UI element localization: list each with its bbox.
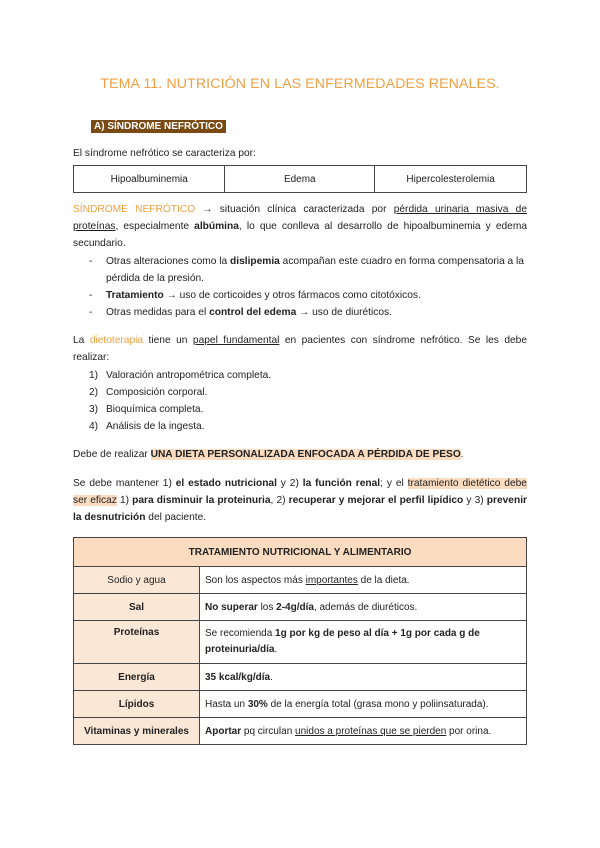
item-number: 1)	[89, 370, 99, 381]
text: → uso de diuréticos.	[296, 307, 392, 318]
text: Análisis de la ingesta.	[106, 421, 205, 432]
personalized-diet-text	[73, 446, 527, 463]
row-value	[200, 691, 527, 718]
text: Otras alteraciones como la	[106, 256, 231, 267]
page-title: TEMA 11. NUTRICIÓN EN LAS ENFERMEDADES RENALES.	[100, 76, 500, 92]
text: acompañan este cuadro en forma compensatoria a la pérdida de la presión.	[106, 256, 524, 284]
text: Bioquímica completa.	[106, 404, 204, 415]
text: de la dieta.	[357, 574, 410, 586]
row-label: Sal	[74, 594, 200, 621]
item-number: 2)	[89, 387, 99, 398]
text: Debe de realizar	[73, 449, 151, 460]
item-number: 4)	[89, 421, 99, 432]
table-row	[74, 567, 527, 594]
text: .	[274, 644, 278, 655]
bold-text: la función renal	[302, 478, 381, 489]
diet-paragraph	[73, 332, 527, 366]
bold-text: el estado nutricional	[175, 478, 277, 489]
row-value	[200, 594, 527, 621]
features-table	[73, 165, 527, 193]
row-label: Proteínas	[74, 621, 200, 664]
text: de la energía total (grasa mono y poliinsaturada).	[267, 698, 489, 710]
bold-text: 1g por kg de peso al día + 1g por cada g de proteinuria/día	[205, 628, 480, 655]
text: , 2)	[270, 495, 289, 506]
text: en pacientes con síndrome nefrótico. Se les debe realizar:	[73, 335, 528, 363]
text: .	[460, 449, 464, 460]
bold-text: dislipemia	[230, 256, 280, 267]
term: dietoterapia	[89, 335, 144, 346]
feature-cell: Edema	[225, 166, 375, 193]
table-header: TRATAMIENTO NUTRICIONAL Y ALIMENTARIO	[74, 538, 527, 567]
item-number: 3)	[89, 404, 99, 415]
list-item	[73, 401, 527, 418]
bold-text: 35 kcal/kg/día	[205, 671, 271, 683]
row-label: Lípidos	[74, 691, 200, 718]
text: Hasta un	[205, 698, 248, 710]
text: pq circulan	[241, 725, 296, 737]
bold-text: Tratamiento	[106, 290, 164, 301]
highlighted-text: tratamiento dietético debe ser eficaz	[73, 478, 527, 506]
bold-text: control del edema	[209, 307, 297, 318]
table-row	[74, 691, 527, 718]
text: → situación clínica caracterizada por	[195, 204, 394, 215]
text: y 2)	[276, 478, 303, 489]
text: los	[257, 601, 277, 613]
text: , lo que conlleva al desarrollo de hipoalbuminemia y edema secundario.	[73, 221, 527, 249]
bold-text: recuperar y mejorar el perfil lipídico	[288, 495, 464, 506]
text: del paciente.	[145, 512, 207, 523]
text: , además de diuréticos.	[313, 601, 418, 613]
bold-text: Aportar	[205, 725, 242, 737]
table-header-row	[74, 538, 527, 567]
text: La	[73, 335, 90, 346]
text: por orina.	[446, 725, 492, 737]
underlined-text: importantes	[305, 574, 358, 586]
intro-text: El síndrome nefrótico se caracteriza por:	[73, 148, 256, 159]
text: Se recomienda	[205, 628, 276, 639]
table-row	[74, 664, 527, 691]
text: y 3)	[463, 495, 487, 506]
bullet-list	[73, 253, 527, 321]
row-label: Sodio y agua	[74, 567, 200, 594]
table-row	[74, 594, 527, 621]
text: Son los aspectos más	[205, 574, 306, 586]
row-value	[200, 664, 527, 691]
text: 1)	[116, 495, 133, 506]
list-item: - Otras alteraciones como la dislipemia acompañan este cuadro en forma compensatoria a la pérdida de la presión.	[89, 256, 524, 284]
list-item: - Otras medidas para el control del edema → uso de diuréticos.	[89, 307, 392, 318]
list-item: - Tratamiento → uso de corticoides y otros fármacos como citotóxicos.	[89, 290, 421, 301]
text: → uso de corticoides y otros fármacos como citotóxicos.	[163, 290, 421, 301]
bold-text: 30%	[247, 698, 268, 710]
nutrition-table	[73, 537, 527, 745]
table-row	[74, 621, 527, 664]
bold-text: albúmina	[194, 221, 239, 232]
text: Se debe mantener 1)	[73, 478, 176, 489]
row-value	[200, 718, 527, 745]
text: Composición corporal.	[106, 387, 208, 398]
numbered-list	[73, 367, 527, 435]
list-item	[73, 367, 527, 384]
text: ; y el	[380, 478, 408, 489]
underlined-text: unidos a proteínas que se pierden	[295, 725, 447, 737]
row-value	[200, 621, 527, 664]
text: , especialmente	[115, 221, 195, 232]
section-heading: A) SÍNDROME NEFRÓTICO	[91, 120, 226, 133]
bold-text: No superar	[205, 601, 258, 613]
feature-cell: Hipoalbuminemia	[74, 166, 225, 193]
bold-text: prevenir la desnutrición	[73, 495, 527, 523]
maintain-paragraph	[73, 475, 527, 526]
table-row	[74, 718, 527, 745]
underlined-text: pérdida urinaria masiva de proteínas	[73, 204, 527, 232]
row-value	[200, 567, 527, 594]
row-label: Energía	[74, 664, 200, 691]
term: SÍNDROME NEFRÓTICO	[73, 204, 196, 215]
text: tiene un	[143, 335, 193, 346]
bold-text: para disminuir la proteinuria	[132, 495, 271, 506]
table-row	[74, 166, 527, 193]
row-label: Vitaminas y minerales	[74, 718, 200, 745]
list-item	[73, 384, 527, 401]
feature-cell: Hipercolesterolemia	[375, 166, 527, 193]
highlighted-text: UNA DIETA PERSONALIZADA ENFOCADA A PÉRDIDA DE PESO	[150, 449, 461, 460]
bold-text: 2-4g/día	[276, 601, 314, 613]
definition-paragraph	[73, 201, 527, 252]
text: Valoración antropométrica completa.	[106, 370, 272, 381]
list-item	[73, 418, 527, 435]
underlined-text: papel fundamental	[192, 335, 280, 346]
text: Otras medidas para el	[106, 307, 210, 318]
text: .	[270, 671, 273, 683]
